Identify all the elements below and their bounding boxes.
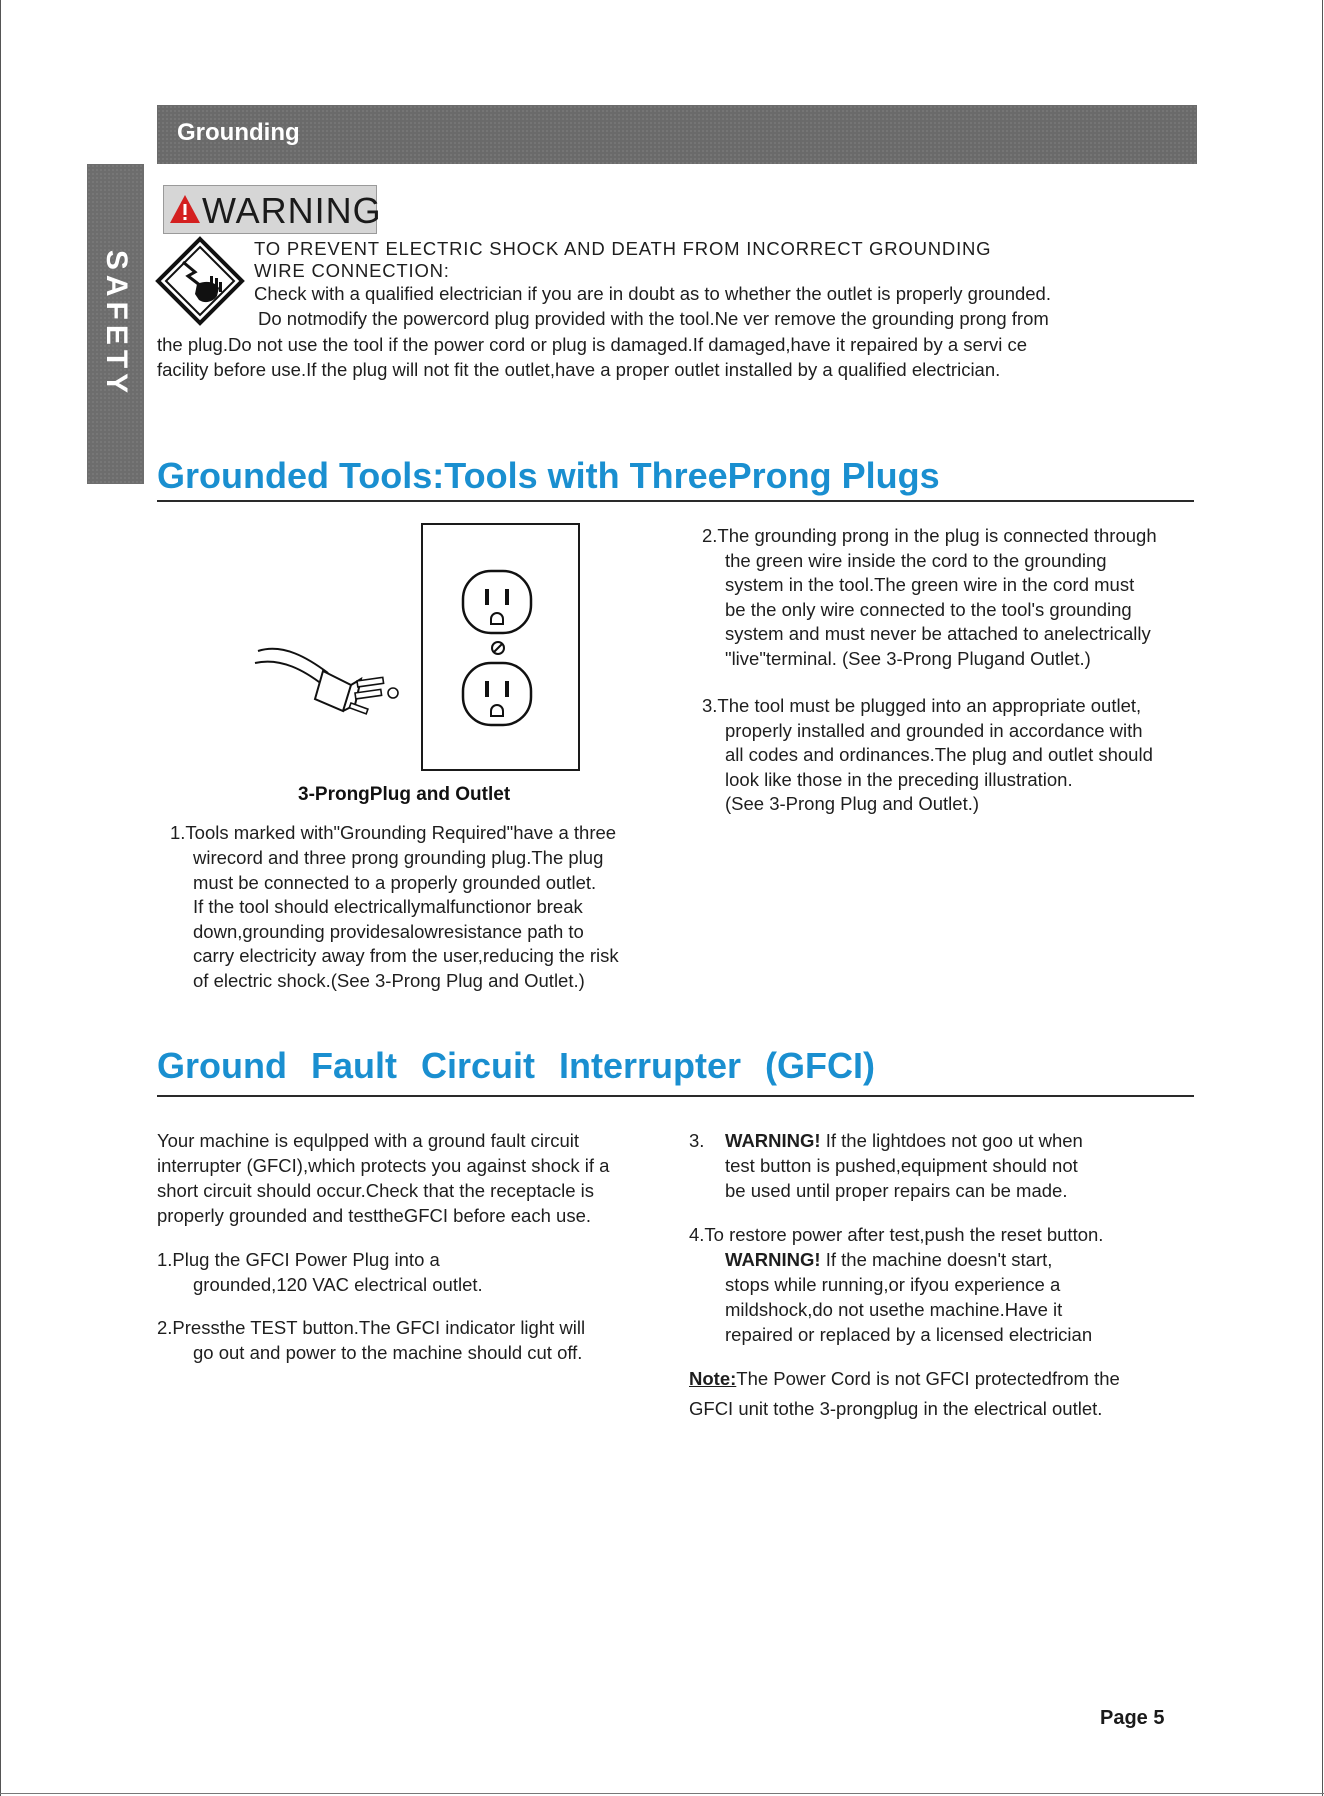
gfci-intro-line: properly grounded and testtheGFCI before each use.	[157, 1205, 591, 1226]
section-header-bar	[157, 105, 1197, 164]
gfci-step4-line: mildshock,do not usethe machine.Have it	[725, 1299, 1063, 1320]
gfci-step3-line1: WARNING! If the lightdoes not goo ut when	[725, 1130, 1083, 1151]
warning-line-6: facility before use.If the plug will not fit the outlet,have a proper outlet installed by a qualified electrician.	[157, 359, 1001, 380]
gfci-step2-line: 2.Pressthe TEST button.The GFCI indicator light will	[157, 1317, 586, 1338]
page-border-right	[1322, 0, 1323, 1796]
warning-line-5: the plug.Do not use the tool if the power cord or plug is damaged.If damaged,have it repaired by a servi ce	[157, 334, 1028, 355]
gfci-step3-line: test button is pushed,equipment should not	[725, 1155, 1078, 1176]
gfci-heading: Ground Fault Circuit Interrupter (GFCI)	[157, 1045, 875, 1086]
item3-line: properly installed and grounded in accordance with	[725, 720, 1143, 741]
warning-label-text: WARNING	[202, 190, 382, 231]
figure-caption: 3-ProngPlug and Outlet	[298, 784, 511, 805]
side-tab	[87, 164, 144, 484]
item1-line: If the tool should electricallymalfunctionor break	[193, 896, 583, 917]
gfci-note-line2: GFCI unit tothe 3-prongplug in the electrical outlet.	[689, 1398, 1103, 1419]
warning-triangle-icon	[169, 194, 201, 224]
gfci-step2-line: go out and power to the machine should cut off.	[193, 1342, 583, 1363]
warning-line-4: Do notmodify the powercord plug provided with the tool.Ne ver remove the grounding prong from	[258, 308, 1049, 329]
gfci-rule	[157, 1095, 1194, 1097]
item1-line: 1.Tools marked with"Grounding Required"have a three	[170, 822, 617, 843]
gfci-step3-number: 3.	[689, 1130, 705, 1151]
gfci-note-line1: Note:The Power Cord is not GFCI protectedfrom the	[689, 1368, 1120, 1389]
grounded-tools-heading: Grounded Tools:Tools with ThreeProng Plugs	[157, 455, 940, 496]
section-title: Grounding	[177, 119, 300, 146]
item2-line: be the only wire connected to the tool's grounding	[725, 599, 1132, 620]
page-border-bottom	[0, 1793, 1324, 1794]
item1-line: must be connected to a properly grounded outlet.	[193, 872, 597, 893]
gfci-step4-line: stops while running,or ifyou experience a	[725, 1274, 1061, 1295]
gfci-step4-line: repaired or replaced by a licensed electrician	[725, 1324, 1093, 1345]
gfci-step3-line: be used until proper repairs can be made.	[725, 1180, 1068, 1201]
grounded-tools-rule	[157, 500, 1194, 502]
item3-line: all codes and ordinances.The plug and outlet should	[725, 744, 1153, 765]
item1-line: carry electricity away from the user,reducing the risk	[193, 945, 619, 966]
warning-emphasis: WARNING!	[725, 1249, 821, 1270]
warning-line-2: WIRE CONNECTION:	[254, 260, 450, 281]
item2-line: "live"terminal. (See 3-Prong Plugand Outlet.)	[725, 648, 1091, 669]
note-label: Note:	[689, 1368, 737, 1389]
item3-line: look like those in the preceding illustration.	[725, 769, 1073, 790]
duplex-outlet-icon	[423, 525, 578, 769]
electric-shock-hazard-icon	[155, 236, 245, 326]
item3-line: (See 3-Prong Plug and Outlet.)	[725, 793, 980, 814]
item2-line: the green wire inside the cord to the grounding	[725, 550, 1107, 571]
page-border-left	[0, 0, 1, 1796]
gfci-step1-line: grounded,120 VAC electrical outlet.	[193, 1274, 483, 1295]
warning-emphasis: WARNING!	[725, 1130, 821, 1151]
side-tab-label: SAFETY	[99, 249, 133, 399]
item2-line: system and must never be attached to anelectrically	[725, 623, 1151, 644]
item2-line: system in the tool.The green wire in the cord must	[725, 574, 1135, 595]
gfci-step1-line: 1.Plug the GFCI Power Plug into a	[157, 1249, 440, 1270]
item1-line: down,grounding providesalowresistance path to	[193, 921, 584, 942]
gfci-intro-line: interrupter (GFCI),which protects you against shock if a	[157, 1155, 610, 1176]
item2-line: 2.The grounding prong in the plug is connected through	[702, 525, 1157, 546]
page-number: Page 5	[1100, 1707, 1165, 1729]
warning-line-3: Check with a qualified electrician if you are in doubt as to whether the outlet is properly grounded.	[254, 283, 1051, 304]
outlet-plate	[421, 523, 580, 771]
item1-line: wirecord and three prong grounding plug.The plug	[193, 847, 604, 868]
gfci-step4-line1: 4.To restore power after test,push the reset button.	[689, 1224, 1104, 1245]
gfci-intro-line: Your machine is equlpped with a ground fault circuit	[157, 1130, 579, 1151]
item3-line: 3.The tool must be plugged into an appropriate outlet,	[702, 695, 1142, 716]
warning-label	[163, 185, 382, 234]
gfci-intro-line: short circuit should occur.Check that the receptacle is	[157, 1180, 595, 1201]
warning-line-1: TO PREVENT ELECTRIC SHOCK AND DEATH FROM INCORRECT GROUNDING	[254, 238, 992, 259]
item1-line: of electric shock.(See 3-Prong Plug and Outlet.)	[193, 970, 585, 991]
three-prong-plug-illustration	[253, 633, 403, 733]
gfci-step4-line2: WARNING! If the machine doesn't start,	[725, 1249, 1053, 1270]
